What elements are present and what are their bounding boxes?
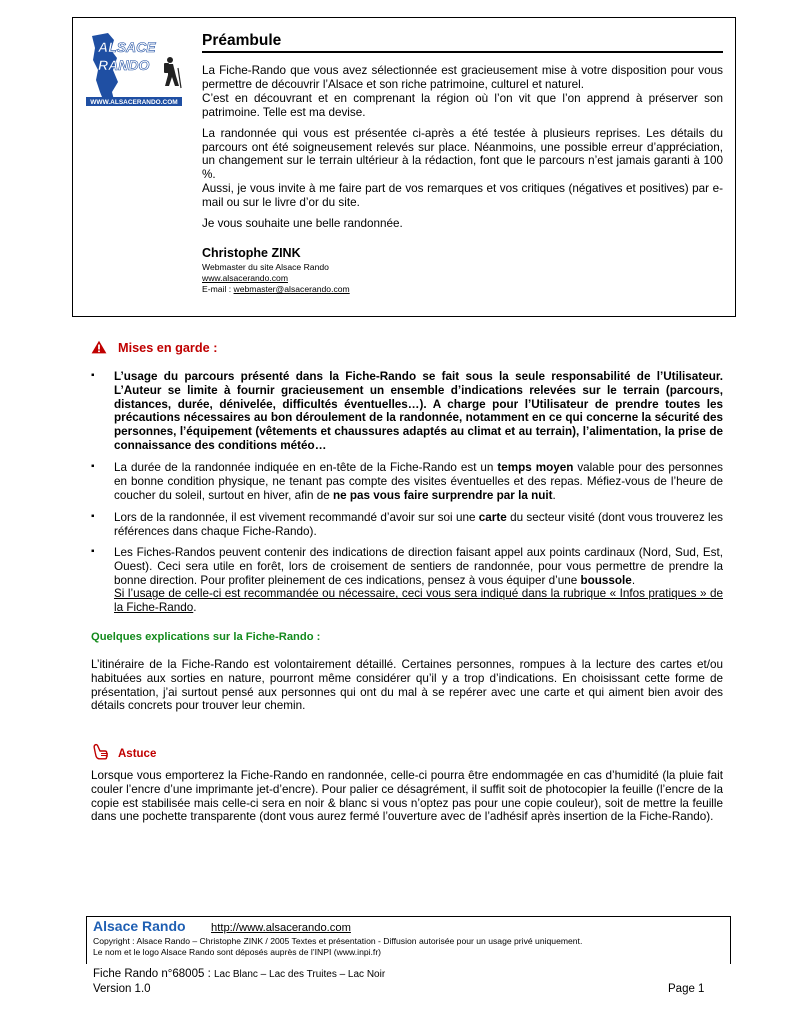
- warnings-title: Mises en garde :: [118, 341, 218, 355]
- signature-role: Webmaster du site Alsace Rando: [202, 262, 329, 272]
- version-label: Version 1.0: [93, 983, 151, 995]
- tip-text: Lorsque vous emporterez la Fiche-Rando en randonnée, celle-ci pourra être endommagée en cas d’humidité (la pluie fait couler l’encre d’une imprimante jet-d’encre). Pour palier ce désagrément, il suffit soit de photocopier la feuille (l’encre de la copie est stabilisée mais celle-ci sera en noir & blanc si vous n’optez pas pour une copie couleur), soit de mettre la feuille dans une pochette transparente (dont vous aurez fermé l’ouverture avec de l’adhésif après insertion de la Fiche-Rando).: [91, 769, 723, 824]
- text-run: Lors de la randonnée, il est vivement recommandé d’avoir sur soi une: [114, 511, 479, 524]
- warning-item-1: L’usage du parcours présenté dans la Fiche-Rando se fait sous la seule responsabilité de l’Utilisateur. L’Auteur se limite à fournir gracieusement un ensemble d’indications relevées sur le terrain (parcours, distances, durée, dénivelée, difficultés éventuelles…). A charge pour l’Utilisateur de prendre toutes les précautions nécessaires au bon déroulement de la randonnée, notamment en ce qui concerne la sécurité des personnes, l’équipement (vêtements et chaussures adaptés au climat et au terrain), l’alimentation, la prise de connaissance des conditions météo…: [114, 370, 723, 452]
- fiche-number-label: Fiche Rando n°68005 :: [93, 968, 214, 980]
- fiche-title: Lac Blanc – Lac des Truites – Lac Noir: [213, 969, 386, 980]
- tip-title: Astuce: [118, 748, 157, 760]
- svg-text:WWW.ALSACERANDO.COM: WWW.ALSACERANDO.COM: [90, 99, 178, 106]
- bold-run: temps moyen: [497, 461, 574, 474]
- alsace-rando-logo: [84, 30, 184, 110]
- preamble-title: Préambule: [202, 32, 282, 49]
- text-run: valable pour des personnes en bonne condition physique, ne tenant pas compte des visites éventuelles et des repas. Méfiez-vous de l’heure de coucher du soleil, surtout en hiver, afin de: [114, 461, 724, 502]
- text-run: Les Fiches-Randos peuvent contenir des indications de direction faisant appel aux points cardinaux (Nord, Sud, Est, Ouest). Ceci sera utile en forêt, lors de croisement de sentiers de randonnée, pour vous permettre de prendre la bonne direction. Pour profiter pleinement de ces indications, pensez à vous équiper d’une: [114, 546, 723, 587]
- preamble-paragraph-1b: C’est en découvrant et en comprenant la région où l’on vit que l’on apprend à préserver son patrimoine. Telle est ma devise.: [202, 92, 723, 119]
- bold-run: carte: [478, 511, 507, 524]
- email-label: E-mail :: [202, 284, 234, 294]
- explanations-title: Quelques explications sur la Fiche-Rando :: [91, 631, 321, 643]
- signature-email-link[interactable]: webmaster@alsacerando.com: [233, 284, 350, 294]
- warning-item-2: [114, 461, 723, 502]
- warning-item-4: [114, 546, 723, 615]
- signature-name: Christophe ZINK: [202, 246, 301, 260]
- bullet-marker: ▪: [91, 511, 95, 522]
- underlined-run: Si l’usage de celle-ci est recommandée ou nécessaire, ceci vous sera indiqué dans la rubrique « Infos pratiques » de la Fiche-Rando: [114, 587, 723, 615]
- text-run: .: [193, 601, 197, 615]
- footer-brand: Alsace Rando: [93, 918, 186, 934]
- bullet-marker: ▪: [91, 461, 95, 472]
- text-run: .: [631, 573, 636, 587]
- bullet-marker: ▪: [91, 370, 95, 381]
- fiche-number: [93, 968, 385, 980]
- preamble-paragraph-3: Je vous souhaite une belle randonnée.: [202, 217, 403, 230]
- page-number: Page 1: [668, 983, 705, 995]
- text-run: .: [552, 488, 556, 502]
- bold-run: ne pas vous faire surprendre par la nuit: [332, 488, 553, 502]
- signature-email-line: [202, 284, 350, 295]
- bullet-marker: ▪: [91, 546, 95, 557]
- title-rule: [202, 51, 723, 53]
- svg-text:RANDO: RANDO: [98, 57, 150, 73]
- warning-item-3: [114, 511, 723, 539]
- footer-copyright: Copyright : Alsace Rando – Christophe ZINK / 2005 Textes et présentation - Diffusion autorisée pour un usage privé uniquement.: [93, 936, 583, 946]
- footer-site-link[interactable]: http://www.alsacerando.com: [211, 922, 351, 934]
- footer-trademark: Le nom et le logo Alsace Rando sont déposés auprès de l’INPI (www.inpi.fr): [93, 947, 382, 957]
- text-run: La durée de la randonnée indiquée en en-tête de la Fiche-Rando est un: [114, 461, 498, 474]
- text-run: du secteur visité (dont vous trouverez les références dans chaque Fiche-Rando).: [114, 511, 723, 538]
- signature-site-link[interactable]: www.alsacerando.com: [202, 273, 288, 283]
- warning-triangle-icon: [91, 340, 107, 354]
- explanations-text: L’itinéraire de la Fiche-Rando est volontairement détaillé. Certaines personnes, rompues à la lecture des cartes et/ou habituées aux sorties en nature, pourront même considérer qu’il y a trop d’indications. En choisissant cette forme de présentation, j’ai surtout pensé aux personnes qui ont du mal à se repérer avec une carte et qui aiment bien avoir des détails concrets pour trouver leur chemin.: [91, 658, 723, 713]
- preamble-paragraph-1: La Fiche-Rando que vous avez sélectionnée est gracieusement mise à votre disposition pour vous permettre de découvrir l’Alsace et son riche patrimoine, culturel et naturel.: [202, 64, 723, 91]
- preamble-paragraph-2b: Aussi, je vous invite à me faire part de vos remarques et vos critiques (négatives et positives) par e-mail ou sur le livre d’or du site.: [202, 182, 723, 209]
- signature-site-line: [202, 273, 288, 284]
- bold-run: boussole: [580, 573, 632, 587]
- svg-text:ALSACE: ALSACE: [98, 39, 156, 55]
- pointing-hand-icon: [92, 743, 110, 761]
- preamble-paragraph-2: La randonnée qui vous est présentée ci-après a été testée à plusieurs reprises. Les détails du parcours ont été soigneusement relevés sur place. Néanmoins, une possible erreur d’appréciation, un changement sur le terrain ultérieur à la rédaction, font que le parcours n’est jamais garanti à 100 %.: [202, 127, 723, 181]
